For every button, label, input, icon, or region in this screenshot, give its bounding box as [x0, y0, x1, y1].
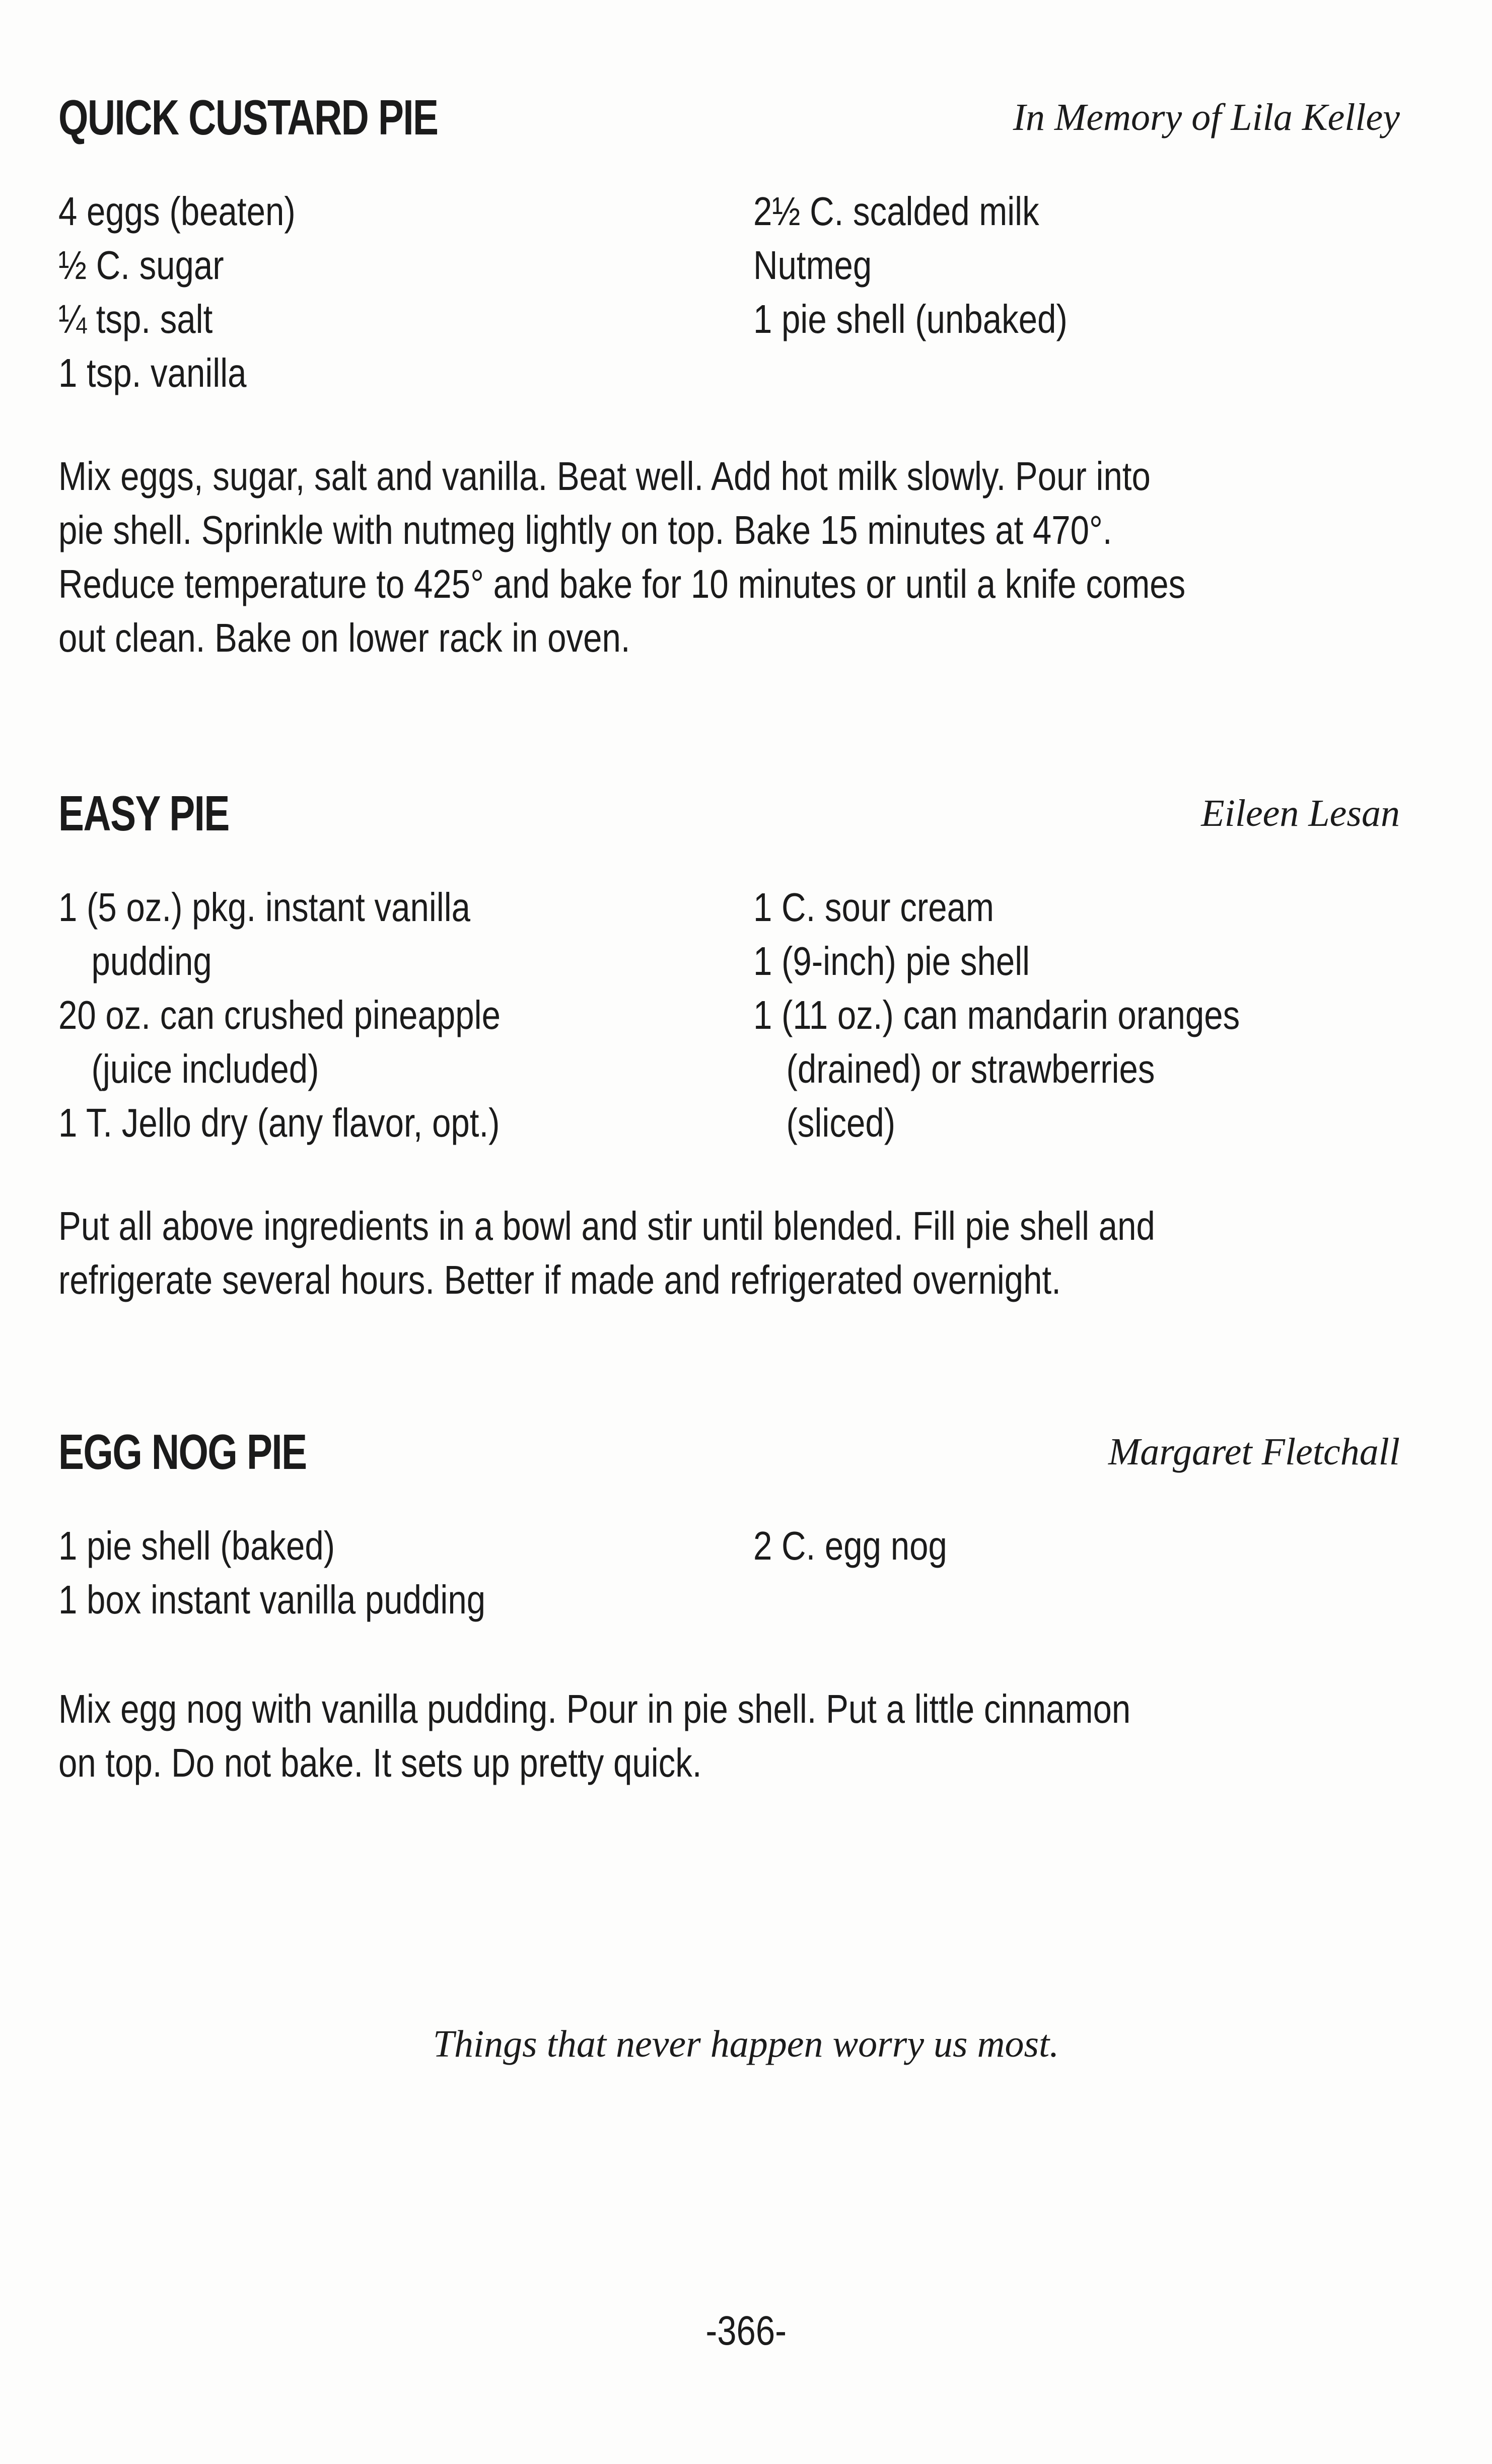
- ingredient: 1 pie shell (unbaked): [753, 297, 1068, 341]
- ingredient: (sliced): [786, 1100, 896, 1145]
- page-number-text: -366-: [705, 2308, 787, 2354]
- footer-quote: Things that never happen worry us most.: [433, 2023, 1059, 2065]
- recipe-author: In Memory of Lila Kelley: [1013, 96, 1400, 138]
- ingredient: 1 tsp. vanilla: [58, 350, 247, 395]
- recipe-title: QUICK CUSTARD PIE: [58, 90, 438, 145]
- recipe-header: [58, 80, 1400, 155]
- directions-line: refrigerate several hours. Better if made and refrigerated overnight.: [58, 1257, 1061, 1302]
- ingredient: 1 C. sour cream: [753, 885, 994, 930]
- ingredient: 20 oz. can crushed pineapple: [58, 993, 501, 1037]
- ingredient-column-left: [58, 880, 753, 1150]
- directions-line: Mix eggs, sugar, salt and vanilla. Beat well. Add hot milk slowly. Pour into: [58, 454, 1151, 499]
- ingredient: 4 eggs (beaten): [58, 189, 296, 234]
- recipe-quick-custard-pie: [58, 80, 1400, 665]
- directions-line: Mix egg nog with vanilla pudding. Pour in pie shell. Put a little cinnamon: [58, 1686, 1131, 1731]
- ingredient: 1 (11 oz.) can mandarin oranges: [753, 993, 1240, 1037]
- ingredient-list: [58, 1519, 1400, 1627]
- ingredient: pudding: [91, 939, 212, 983]
- directions-line: on top. Do not bake. It sets up pretty quick.: [58, 1740, 702, 1785]
- ingredient: Nutmeg: [753, 243, 872, 288]
- ingredient: 1 (5 oz.) pkg. instant vanilla: [58, 885, 471, 930]
- ingredient-column-right: [753, 880, 1400, 1150]
- ingredient: 1 T. Jello dry (any flavor, opt.): [58, 1100, 500, 1145]
- ingredient: 1 pie shell (baked): [58, 1523, 335, 1568]
- ingredient: ¼ tsp. salt: [58, 297, 213, 341]
- ingredient: 1 box instant vanilla pudding: [58, 1577, 486, 1622]
- recipe-easy-pie: [58, 776, 1400, 1307]
- directions-line: Put all above ingredients in a bowl and stir until blended. Fill pie shell and: [58, 1204, 1155, 1248]
- ingredient-column-left: [58, 184, 753, 400]
- ingredient-column-left: [58, 1519, 753, 1627]
- directions-line: Reduce temperature to 425° and bake for 10 minutes or until a knife comes: [58, 561, 1186, 606]
- recipe-egg-nog-pie: [58, 1414, 1400, 1790]
- directions-line: pie shell. Sprinkle with nutmeg lightly on top. Bake 15 minutes at 470°.: [58, 508, 1112, 552]
- recipe-author: Eileen Lesan: [1201, 792, 1400, 834]
- recipe-title: EASY PIE: [58, 786, 229, 841]
- recipe-directions: [58, 1682, 1400, 1790]
- ingredient-list: [58, 880, 1400, 1150]
- ingredient-column-right: [753, 1519, 1400, 1627]
- ingredient: 2 C. egg nog: [753, 1523, 947, 1568]
- ingredient: ½ C. sugar: [58, 243, 224, 288]
- recipe-directions: [58, 449, 1400, 665]
- ingredient: (drained) or strawberries: [786, 1046, 1155, 1091]
- ingredient-list: [58, 184, 1400, 400]
- recipe-header: [58, 1414, 1400, 1490]
- recipe-author: Margaret Fletchall: [1108, 1431, 1400, 1473]
- recipe-header: [58, 776, 1400, 851]
- ingredient: 1 (9-inch) pie shell: [753, 939, 1030, 983]
- ingredient: 2½ C. scalded milk: [753, 189, 1039, 234]
- recipe-title: EGG NOG PIE: [58, 1424, 307, 1480]
- page-number: [0, 2303, 1492, 2359]
- recipe-directions: [58, 1199, 1400, 1307]
- ingredient-column-right: [753, 184, 1400, 400]
- ingredient: (juice included): [91, 1046, 319, 1091]
- directions-line: out clean. Bake on lower rack in oven.: [58, 615, 630, 660]
